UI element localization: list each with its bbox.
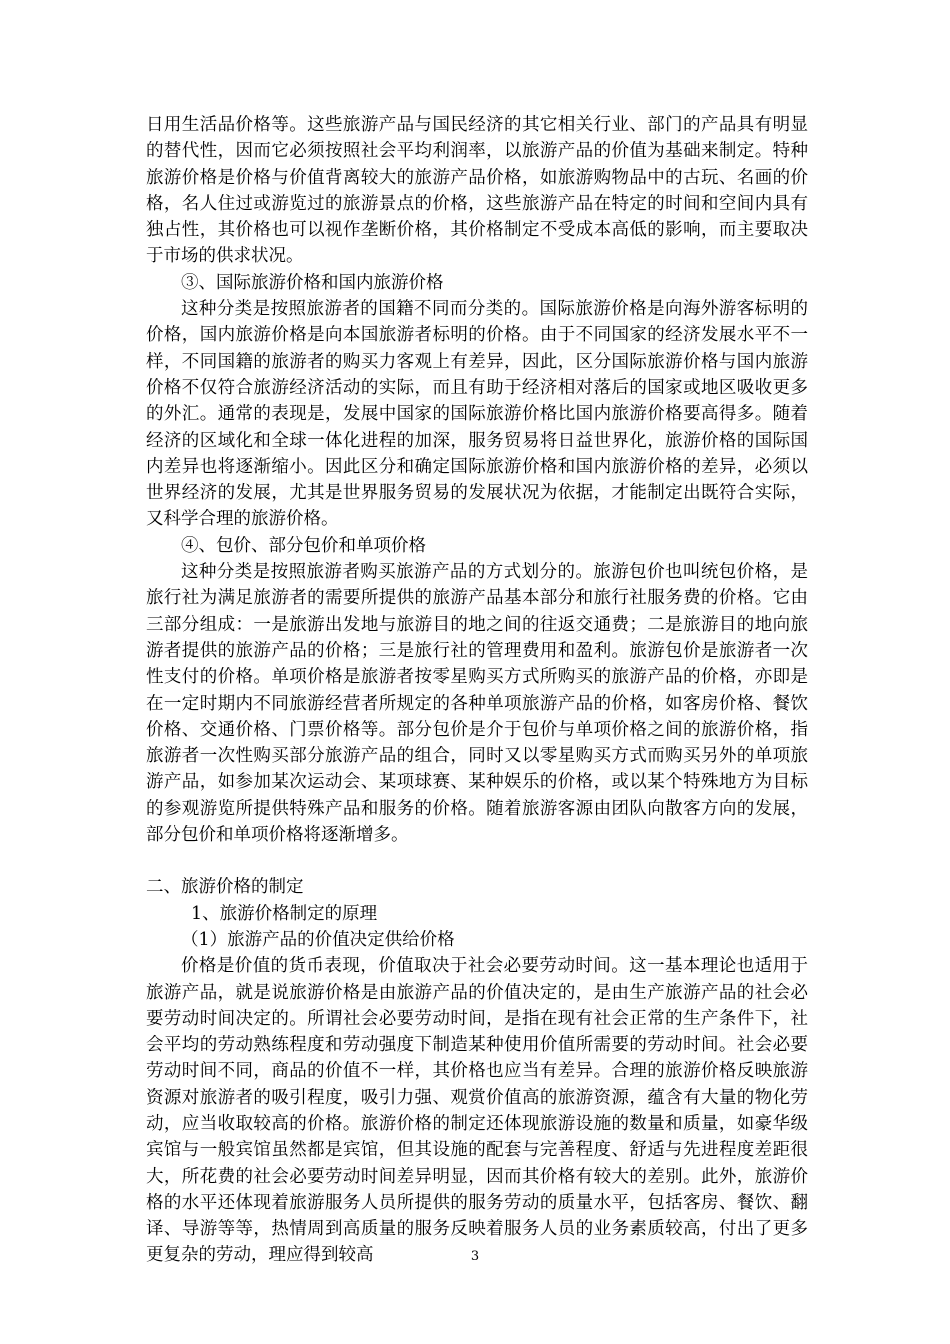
section-heading-price-setting: 二、旅游价格的制定 [146, 877, 304, 898]
paragraph-international-domestic: 这种分类是按照旅游者的国籍不同而分类的。国际旅游价格是向海外游客标明的价格，国内旅游价格是向本国旅游者标明的价格。由于不同国家的经济发展水平不一样，不同国籍的旅游者的购买力客观上有差异，因此，区分国际旅游价格与国内旅游价格不仅符合旅游经济活动的实际，而且有助于经济相对落后的国家或地区吸收更多的外汇。通常的表现是，发展中国家的国际旅游价格比国内旅游价格要高得多。随着经济的区域化和全球一体化进程的加深，服务贸易将日益世界化，旅游价格的国际国内差异也将逐渐缩小。因此区分和确定国际旅游价格和国内旅游价格的差异，必须以世界经济的发展，尤其是世界服务贸易的发展状况为依据，才能制定出既符合实际，又科学合理的旅游价格。 [146, 299, 808, 530]
document-body [146, 112, 808, 1269]
heading-package-price: ④、包价、部分包价和单项价格 [181, 535, 426, 556]
heading-value-determines-supply-price: （1）旅游产品的价值决定供给价格 [181, 929, 455, 950]
paragraph-package-price: 这种分类是按照旅游者购买旅游产品的方式划分的。旅游包价也叫统包价格，是旅行社为满足旅游者的需要所提供的旅游产品基本部分和旅行社服务费的价格。它由三部分组成：一是旅游出发地与旅游目的地之间的往返交通费；二是旅游目的地向旅游者提供的旅游产品的价格；三是旅行社的管理费用和盈利。旅游包价是旅游者一次性支付的价格。单项价格是旅游者按零星购买方式所购买的旅游产品的价格，亦即是在一定时期内不同旅游经营者所规定的各种单项旅游产品的价格，如客房价格、餐饮价格、交通价格、门票价格等。部分包价是介于包价与单项价格之间的旅游价格，指旅游者一次性购买部分旅游产品的组合，同时又以零星购买方式而购买另外的单项旅游产品，如参加某次运动会、某项球赛、某种娱乐的价格，或以某个特殊地方为目标的参观游览所提供特殊产品和服务的价格。随着旅游客源由团队向散客方向的发展，部分包价和单项价格将逐渐增多。 [146, 562, 808, 846]
page-number: 3 [470, 1249, 480, 1264]
heading-international-domestic-price: ③、国际旅游价格和国内旅游价格 [181, 272, 444, 293]
paragraph-value-theory: 价格是价值的货币表现，价值取决于社会必要劳动时间。这一基本理论也适用于旅游产品，就是说旅游价格是由旅游产品的价值决定的，是由生产旅游产品的社会必要劳动时间决定的。所谓社会必要劳动时间，是指在现有社会正常的生产条件下，社会平均的劳动熟练程度和劳动强度下制造某种使用价值所需要的劳动时间。社会必要劳动时间不同，商品的价值不一样，其价格也应当有差异。合理的旅游价格反映旅游资源对旅游者的吸引程度，吸引力强、观赏价值高的旅游资源，蕴含有大量的物化劳动，应当收取较高的价格。旅游价格的制定还体现旅游设施的数量和质量，如豪华级宾馆与一般宾馆虽然都是宾馆，但其设施的配套与完善程度、舒适与先进程度差距很大，所花费的社会必要劳动时间差异明显，因而其价格有较大的差别。此外，旅游价格的水平还体现着旅游服务人员所提供的服务劳动的质量水平，包括客房、餐饮、翻译、导游等等，热情周到高质量的服务反映着服务人员的业务素质较高，付出了更多更复杂的劳动，理应得到较高 [146, 956, 808, 1266]
paragraph-special-price: 日用生活品价格等。这些旅游产品与国民经济的其它相关行业、部门的产品具有明显的替代性，因而它必须按照社会平均利润率，以旅游产品的价值为基础来制定。特种旅游价格是价格与价值背离较大的旅游产品价格，如旅游购物品中的古玩、名画的价格，名人住过或游览过的旅游景点的价格，这些旅游产品在特定的时间和空间内具有独占性，其价格也可以视作垄断价格，其价格制定不受成本高低的影响，而主要取决于市场的供求状况。 [146, 115, 808, 267]
heading-price-principle: 1、旅游价格制定的原理 [191, 903, 378, 924]
